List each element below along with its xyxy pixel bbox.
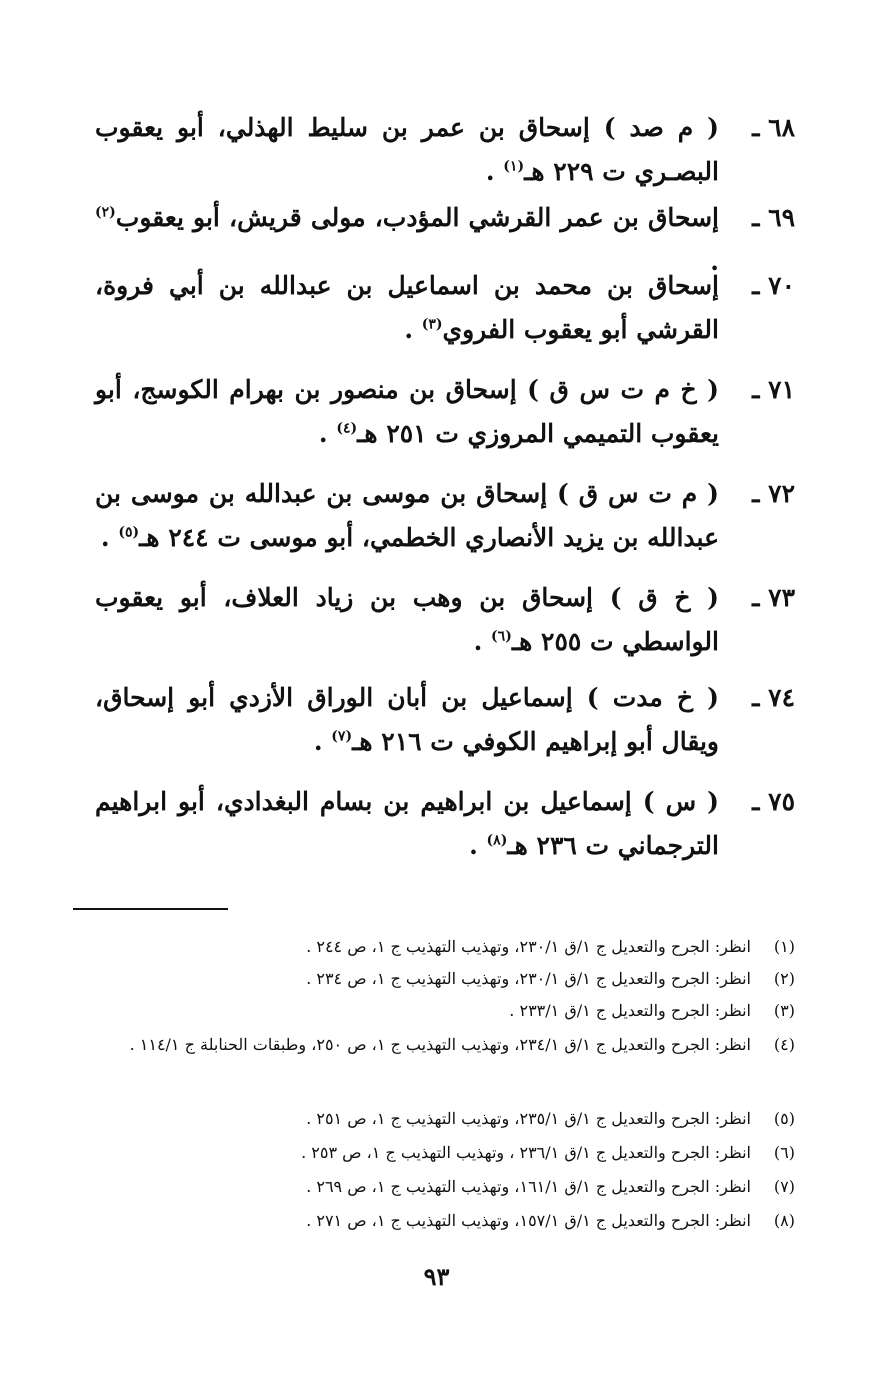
entry-72: ٧٢ ـ ( م ت س ق ) إسحاق بن موسى بن عبدالله بن موسى بن عبدالله بن يزيد الأنصاري الخطمي، أبو موسى ت ٢٤٤ هـ$^{(٥)}$ . xyxy=(95,472,795,560)
footnote-8 xyxy=(95,1206,795,1236)
footnote-text: انظر: الجرح والتعديل ج ١/ق ٢٣٠/١، وتهذيب التهذيب ج ١، ص ٢٣٤ . xyxy=(306,969,751,988)
footnote-4 xyxy=(95,1030,795,1060)
entry-text: ( م ت س ق ) إسحاق بن موسى بن عبدالله بن موسى بن عبدالله بن يزيد الأنصاري الخطمي، أبو موسى ت ٢٤٤ هـ xyxy=(95,479,719,552)
entry-text: ( س ) إسماعيل بن ابراهيم بن بسام البغدادي، أبو ابراهيم الترجماني ت ٢٣٦ هـ xyxy=(95,787,719,860)
footnote-separator xyxy=(73,908,228,910)
entry-70: ٧٠ ـ إسحاق بن محمد بن اسماعيل بن عبدالله بن أبي فروة، القرشي أبو يعقوب الفروي$^{(٣)}$ . xyxy=(95,264,795,352)
entry-number: ٧٥ ـ xyxy=(752,787,795,816)
footnote-text: انظر: الجرح والتعديل ج ١/ق ١٥٧/١، وتهذيب التهذيب ج ١، ص ٢٧١ . xyxy=(306,1211,751,1230)
entry-number: ٦٨ ـ xyxy=(752,113,795,142)
entry-number: ٧٣ ـ xyxy=(752,583,795,612)
entry-number: ٧٤ ـ xyxy=(752,683,795,712)
footnote-ref: (٧) xyxy=(331,728,353,745)
footnote-ref: (٨) xyxy=(486,832,508,849)
footnote-2 xyxy=(95,964,795,994)
footnote-text: انظر: الجرح والتعديل ج ١/ق ٢٣٠/١، وتهذيب التهذيب ج ١، ص ٢٤٤ . xyxy=(306,937,751,956)
footnote-text: انظر: الجرح والتعديل ج ١/ق ٢٣٦/١ ، وتهذيب التهذيب ج ١، ص ٢٥٣ . xyxy=(301,1143,751,1162)
footnote-5 xyxy=(95,1104,795,1134)
footnote-6 xyxy=(95,1138,795,1168)
footnote-ref: (٥) xyxy=(118,524,140,541)
entry-number: ٦٩ ـ xyxy=(752,203,795,232)
footnote-number: (٨) xyxy=(773,1211,795,1230)
footnote-number: (٤) xyxy=(773,1035,795,1054)
footnote-text: انظر: الجرح والتعديل ج ١/ق ٢٣٤/١، وتهذيب التهذيب ج ١، ص ٢٥٠، وطبقات الحنابلة ج ١١٤/١ . xyxy=(129,1035,751,1054)
footnote-text: انظر: الجرح والتعديل ج ١/ق ٢٣٥/١، وتهذيب التهذيب ج ١، ص ٢٥١ . xyxy=(306,1109,751,1128)
footnote-ref: (٢) xyxy=(95,204,116,221)
footnote-ref: (٣) xyxy=(421,316,443,333)
entry-text: ( خ ق ) إسحاق بن وهب بن زياد العلاف، أبو يعقوب الواسطي ت ٢٥٥ هـ xyxy=(95,583,719,656)
footnote-number: (٢) xyxy=(773,969,795,988)
footnote-number: (٣) xyxy=(773,1001,795,1020)
footnote-ref: (٤) xyxy=(336,420,358,437)
footnote-7 xyxy=(95,1172,795,1202)
footnote-number: (١) xyxy=(773,937,795,956)
footnote-text: انظر: الجرح والتعديل ج ١/ق ٢٣٣/١ . xyxy=(509,1001,751,1020)
entry-text: إسحاق بن محمد بن اسماعيل بن عبدالله بن أبي فروة، القرشي أبو يعقوب الفروي xyxy=(95,271,719,344)
entry-number: ٧٢ ـ xyxy=(752,479,795,508)
footnote-ref: (١) xyxy=(503,158,525,175)
entry-number: ٧٠ ـ xyxy=(752,271,795,300)
footnote-3 xyxy=(95,996,795,1026)
entry-text: ( خ مدت ) إسماعيل بن أبان الوراق الأزدي أبو إسحاق، ويقال أبو إبراهيم الكوفي ت ٢١٦ هـ xyxy=(95,683,719,756)
entry-74: ٧٤ ـ ( خ مدت ) إسماعيل بن أبان الوراق الأزدي أبو إسحاق، ويقال أبو إبراهيم الكوفي ت ٢١٦ هـ$^{(٧)}$ . xyxy=(95,676,795,764)
footnote-1 xyxy=(95,932,795,962)
page-number: ٩٣ xyxy=(423,1262,450,1291)
entry-text: ( م صد ) إسحاق بن عمر بن سليط الهذلي، أبو يعقوب البصـري ت ٢٢٩ هـ xyxy=(95,113,719,186)
footnote-text: انظر: الجرح والتعديل ج ١/ق ١٦١/١، وتهذيب التهذيب ج ١، ص ٢٦٩ . xyxy=(306,1177,751,1196)
footnote-number: (٦) xyxy=(773,1143,795,1162)
entry-text: ( خ م ت س ق ) إسحاق بن منصور بن بهرام الكوسج، أبو يعقوب التميمي المروزي ت ٢٥١ هـ xyxy=(95,375,719,448)
entry-69: ٦٩ ـ إسحاق بن عمر القرشي المؤدب، مولى قريش، أبو يعقوب$^{(٢)}$ . xyxy=(95,196,795,284)
footnote-number: (٥) xyxy=(773,1109,795,1128)
entry-number: ٧١ ـ xyxy=(752,375,795,404)
footnote-ref: (٦) xyxy=(491,628,512,645)
entry-71: ٧١ ـ ( خ م ت س ق ) إسحاق بن منصور بن بهرام الكوسج، أبو يعقوب التميمي المروزي ت ٢٥١ هـ$^{(٤)}$ . xyxy=(95,368,795,456)
footnote-number: (٧) xyxy=(773,1177,795,1196)
entry-text: إسحاق بن عمر القرشي المؤدب، مولى قريش، أبو يعقوب xyxy=(115,203,719,232)
entry-68: ٦٨ ـ ( م صد ) إسحاق بن عمر بن سليط الهذلي، أبو يعقوب البصـري ت ٢٢٩ هـ$^{(١)}$ . xyxy=(95,106,795,194)
entry-73: ٧٣ ـ ( خ ق ) إسحاق بن وهب بن زياد العلاف، أبو يعقوب الواسطي ت ٢٥٥ هـ$^{(٦)}$ . xyxy=(95,576,795,664)
entry-75: ٧٥ ـ ( س ) إسماعيل بن ابراهيم بن بسام البغدادي، أبو ابراهيم الترجماني ت ٢٣٦ هـ$^{(٨)}$ . xyxy=(95,780,795,868)
